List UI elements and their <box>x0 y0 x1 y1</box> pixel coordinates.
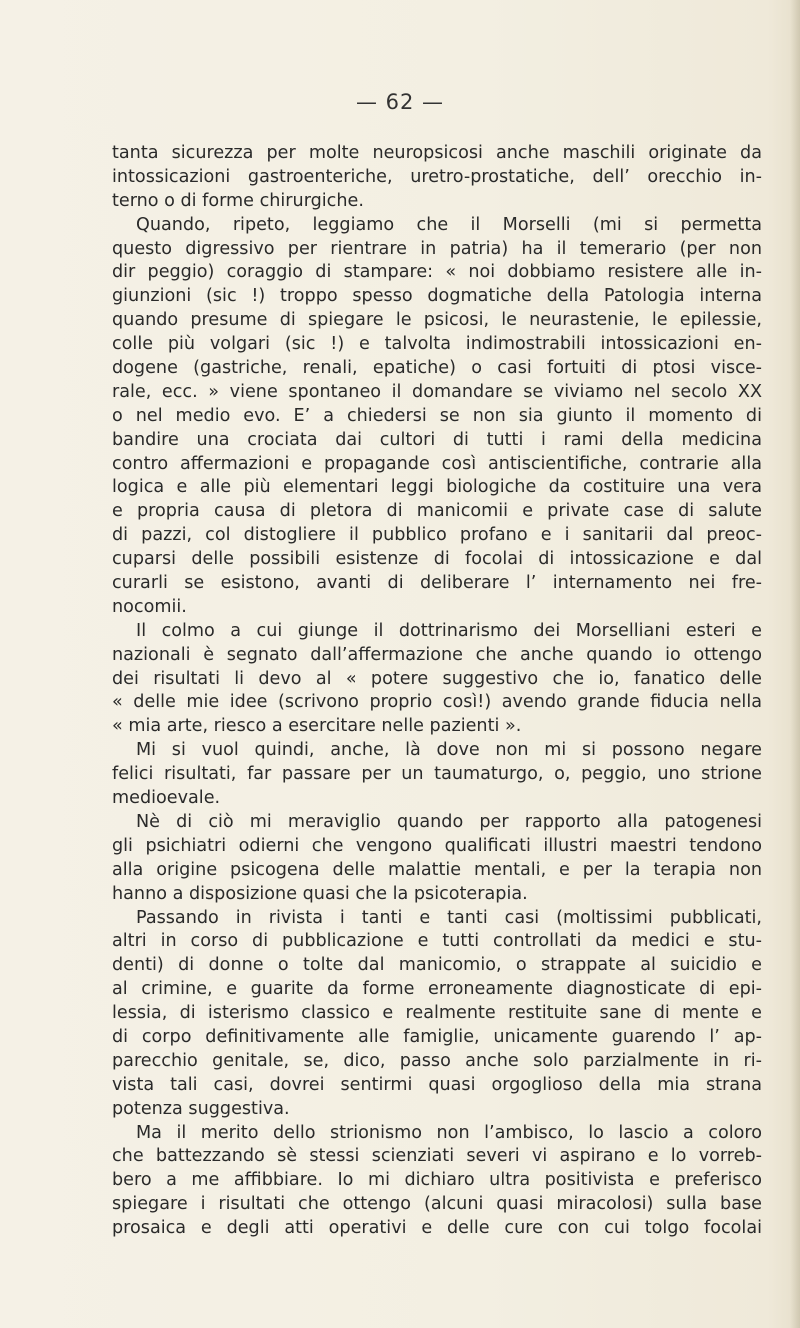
text-line: quando presume di spiegare le psicosi, le neurastenie, le epilessie, <box>112 310 762 331</box>
text-line: « delle mie idee (scrivono proprio così!) avendo grande fiducia nella <box>112 692 762 713</box>
text-line: hanno a disposizione quasi che la psicoterapia. <box>112 883 528 904</box>
text-line: potenza suggestiva. <box>112 1098 290 1119</box>
text-line: colle più volgari (sic !) e talvolta indimostrabili intossicazioni en- <box>112 334 762 355</box>
text-line: nocomii. <box>112 596 187 617</box>
text-line: bero a me affibbiare. Io mi dichiaro ultra positivista e preferisco <box>112 1170 762 1191</box>
text-line: tanta sicurezza per molte neuropsicosi anche maschili originate da <box>112 143 762 163</box>
text-line: dei risultati li devo al « potere suggestivo che io, fanatico delle <box>112 668 762 689</box>
text-line: contro affermazioni e propagande così antiscientifiche, contrarie alla <box>112 453 762 474</box>
text-line: Il colmo a cui giunge il dottrinarismo dei Morselliani esteri e <box>136 620 762 641</box>
text-line: questo digressivo per rientrare in patria) ha il temerario (per non <box>112 238 762 259</box>
text-line: dogene (gastriche, renali, epatiche) o casi fortuiti di ptosi visce- <box>112 358 762 379</box>
text-line: felici risultati, far passare per un taumaturgo, o, peggio, uno strione <box>112 764 762 785</box>
text-line: Ma il merito dello strionismo non l’ambisco, lo lascio a coloro <box>136 1122 762 1143</box>
text-line: prosaica e degli atti operativi e delle cure con cui tolgo focolai <box>112 1218 762 1239</box>
text-line: altri in corso di pubblicazione e tutti controllati da medici e stu- <box>112 931 762 952</box>
text-line: vista tali casi, dovrei sentirmi quasi orgoglioso della mia strana <box>112 1074 762 1095</box>
text-line: di pazzi, col distogliere il pubblico profano e i sanitarii dal preoc- <box>112 525 762 546</box>
text-line: Mi si vuol quindi, anche, là dove non mi si possono negare <box>136 740 762 761</box>
text-line: spiegare i risultati che ottengo (alcuni quasi miracolosi) sulla base <box>112 1194 762 1215</box>
text-line: logica e alle più elementari leggi biologiche da costituire una vera <box>112 477 762 498</box>
text-line: o nel medio evo. E’ a chiedersi se non sia giunto il momento di <box>112 405 762 426</box>
text-line: al crimine, e guarite da forme erroneamente diagnosticate di epi- <box>112 979 762 1000</box>
text-line: alla origine psicogena delle malattie mentali, e per la terapia non <box>112 859 762 880</box>
text-line: nazionali è segnato dall’affermazione che anche quando io ottengo <box>112 644 762 665</box>
text-line: di corpo definitivamente alle famiglie, unicamente guarendo l’ ap- <box>112 1026 762 1047</box>
text-line: « mia arte, riesco a esercitare nelle pazienti ». <box>112 716 522 737</box>
page-number: — 62 — <box>355 90 445 114</box>
text-line: Quando, ripeto, leggiamo che il Morselli (mi si permetta <box>136 214 762 235</box>
body-text <box>112 142 762 1241</box>
text-line: medioevale. <box>112 788 221 809</box>
text-line: terno o di forme chirurgiche. <box>112 190 364 211</box>
text-line: cuparsi delle possibili esistenze di focolai di intossicazione e dal <box>112 549 762 570</box>
text-line: curarli se esistono, avanti di deliberare l’ internamento nei fre- <box>112 573 762 594</box>
text-line: e propria causa di pletora di manicomii e private case di salute <box>112 501 762 522</box>
text-line: intossicazioni gastroenteriche, uretro-prostatiche, dell’ orecchio in- <box>112 166 762 187</box>
text-line: gli psichiatri odierni che vengono qualificati illustri maestri tendono <box>112 835 762 856</box>
page-edge-shadow <box>790 0 800 1328</box>
text-line: dir peggio) coraggio di stampare: « noi dobbiamo resistere alle in- <box>112 262 762 283</box>
text-line: lessia, di isterismo classico e realmente restituite sane di mente e <box>112 1003 762 1024</box>
text-line: giunzioni (sic !) troppo spesso dogmatiche della Patologia interna <box>112 286 762 307</box>
text-line: Nè di ciò mi meraviglio quando per rapporto alla patogenesi <box>136 811 762 832</box>
text-line: Passando in rivista i tanti e tanti casi (moltissimi pubblicati, <box>136 907 762 928</box>
text-line: che battezzando sè stessi scienziati severi vi aspirano e lo vorreb- <box>112 1146 762 1167</box>
text-line: bandire una crociata dai cultori di tutti i rami della medicina <box>112 429 762 450</box>
text-line: parecchio genitale, se, dico, passo anche solo parzialmente in ri- <box>112 1050 762 1071</box>
text-line: rale, ecc. » viene spontaneo il domandare se viviamo nel secolo XX <box>112 381 762 402</box>
text-line: denti) di donne o tolte dal manicomio, o strappate al suicidio e <box>112 955 762 976</box>
